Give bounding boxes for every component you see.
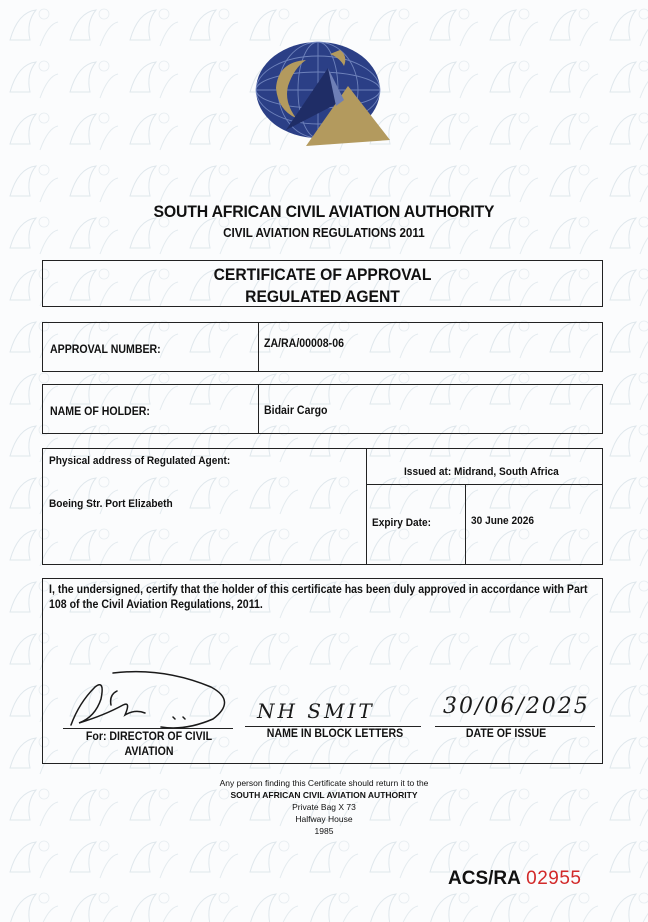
- expiry-label: Expiry Date:: [372, 517, 432, 529]
- holder-value: Bidair Cargo: [264, 405, 328, 417]
- serial-digits: 02955: [526, 868, 582, 889]
- regulations-subtitle: CIVIL AVIATION REGULATIONS 2011: [223, 226, 425, 240]
- holder-row: [42, 384, 603, 434]
- footer-line: 1985: [314, 826, 334, 836]
- address-section: [42, 448, 603, 565]
- footer-line: Any person finding this Certificate should return it to the: [219, 778, 429, 788]
- address-label: Physical address of Regulated Agent:: [49, 455, 231, 467]
- name-caption: NAME IN BLOCK LETTERS: [266, 728, 404, 740]
- holder-label: NAME OF HOLDER:: [50, 406, 150, 418]
- approval-number-value: ZA/RA/00008-06: [264, 338, 344, 350]
- certificate-title: CERTIFICATE OF APPROVAL: [213, 265, 432, 284]
- issued-at: Issued at: Midrand, South Africa: [404, 466, 559, 478]
- certificate-subtitle: REGULATED AGENT: [245, 287, 400, 306]
- serial-number: [448, 868, 581, 890]
- footer-return-notice: [0, 777, 648, 837]
- expiry-value: 30 June 2026: [471, 515, 535, 527]
- signatory-name-handwritten: NH SMIT: [257, 699, 375, 723]
- footer-line: Private Bag X 73: [292, 802, 356, 812]
- certification-text: I, the undersigned, certify that the holder of this certificate has been duly approved in accordance with Part 108 of the Civil Aviation Regulations, 2011.: [49, 584, 588, 611]
- certification-section: [42, 578, 603, 764]
- address-value: Boeing Str. Port Elizabeth: [49, 498, 173, 510]
- director-caption: For: DIRECTOR OF CIVIL AVIATION: [85, 731, 213, 758]
- issue-date-handwritten: 30/06/2025: [443, 694, 590, 719]
- footer-line: Halfway House: [295, 814, 353, 824]
- approval-number-label: APPROVAL NUMBER:: [50, 344, 161, 356]
- authority-name: SOUTH AFRICAN CIVIL AVIATION AUTHORITY: [153, 202, 495, 221]
- date-caption: DATE OF ISSUE: [465, 728, 547, 740]
- signature-image: [65, 665, 233, 735]
- certificate-title-box: [42, 260, 603, 307]
- serial-prefix: ACS/RA: [448, 868, 521, 889]
- approval-number-row: [42, 322, 603, 372]
- footer-authority: SOUTH AFRICAN CIVIL AVIATION AUTHORITY: [230, 790, 418, 800]
- sacaa-logo: [248, 40, 398, 155]
